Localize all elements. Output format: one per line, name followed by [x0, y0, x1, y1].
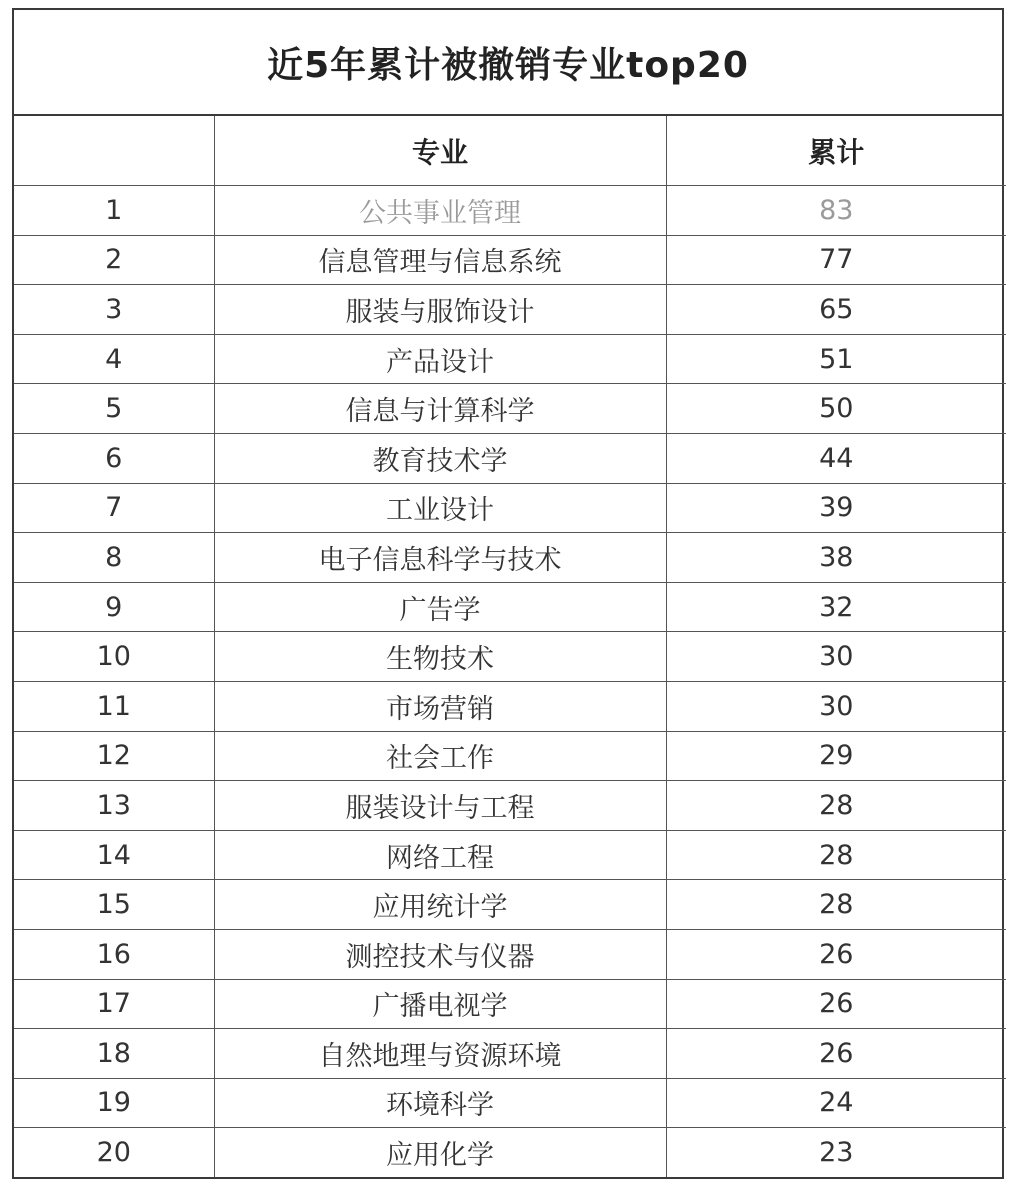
- major-cell: 产品设计: [214, 334, 666, 384]
- rank-cell: 9: [14, 582, 214, 632]
- total-cell: 65: [666, 285, 1006, 335]
- total-cell: 38: [666, 533, 1006, 583]
- rank-cell: 2: [14, 235, 214, 285]
- total-cell: 26: [666, 979, 1006, 1029]
- header-row: [14, 116, 1006, 186]
- rank-cell: 8: [14, 533, 214, 583]
- major-cell: 工业设计: [214, 483, 666, 533]
- major-cell: 应用统计学: [214, 880, 666, 930]
- rank-cell: 17: [14, 979, 214, 1029]
- rank-cell: 12: [14, 731, 214, 781]
- table-body: [14, 186, 1006, 1177]
- major-cell: 测控技术与仪器: [214, 929, 666, 979]
- rank-cell: 1: [14, 186, 214, 236]
- table-row: [14, 533, 1006, 583]
- table-row: [14, 1078, 1006, 1128]
- major-cell: 广播电视学: [214, 979, 666, 1029]
- major-cell: 服装设计与工程: [214, 781, 666, 831]
- rank-cell: 11: [14, 681, 214, 731]
- table-row: [14, 384, 1006, 434]
- rank-cell: 20: [14, 1128, 214, 1177]
- rank-cell: 6: [14, 433, 214, 483]
- table-row: [14, 681, 1006, 731]
- major-cell: 网络工程: [214, 830, 666, 880]
- rank-cell: 16: [14, 929, 214, 979]
- total-cell: 26: [666, 929, 1006, 979]
- table-row: [14, 1128, 1006, 1177]
- total-cell: 39: [666, 483, 1006, 533]
- table-row: [14, 979, 1006, 1029]
- total-cell: 83: [666, 186, 1006, 236]
- total-cell: 28: [666, 880, 1006, 930]
- table-row: [14, 285, 1006, 335]
- major-cell: 自然地理与资源环境: [214, 1029, 666, 1079]
- rank-cell: 19: [14, 1078, 214, 1128]
- rank-cell: 5: [14, 384, 214, 434]
- major-cell: 公共事业管理: [214, 186, 666, 236]
- total-cell: 51: [666, 334, 1006, 384]
- major-cell: 广告学: [214, 582, 666, 632]
- total-cell: 29: [666, 731, 1006, 781]
- major-cell: 市场营销: [214, 681, 666, 731]
- rank-cell: 4: [14, 334, 214, 384]
- total-cell: 24: [666, 1078, 1006, 1128]
- major-cell: 电子信息科学与技术: [214, 533, 666, 583]
- total-cell: 26: [666, 1029, 1006, 1079]
- data-table-sheet: [12, 8, 1004, 1179]
- major-cell: 教育技术学: [214, 433, 666, 483]
- major-cell: 应用化学: [214, 1128, 666, 1177]
- total-cell: 50: [666, 384, 1006, 434]
- revoked-majors-table: [14, 116, 1006, 1177]
- total-cell: 30: [666, 632, 1006, 682]
- total-cell: 77: [666, 235, 1006, 285]
- major-cell: 社会工作: [214, 731, 666, 781]
- major-cell: 信息与计算科学: [214, 384, 666, 434]
- total-cell: 32: [666, 582, 1006, 632]
- rank-cell: 18: [14, 1029, 214, 1079]
- table-row: [14, 731, 1006, 781]
- major-cell: 信息管理与信息系统: [214, 235, 666, 285]
- major-cell: 服装与服饰设计: [214, 285, 666, 335]
- table-row: [14, 880, 1006, 930]
- table-row: [14, 929, 1006, 979]
- table-row: [14, 781, 1006, 831]
- total-cell: 28: [666, 781, 1006, 831]
- header-total: 累计: [666, 116, 1006, 186]
- major-cell: 生物技术: [214, 632, 666, 682]
- table-row: [14, 334, 1006, 384]
- major-cell: 环境科学: [214, 1078, 666, 1128]
- total-cell: 44: [666, 433, 1006, 483]
- rank-cell: 10: [14, 632, 214, 682]
- table-title: 近5年累计被撤销专业top20: [14, 10, 1002, 116]
- header-rank: [14, 116, 214, 186]
- table-row: [14, 186, 1006, 236]
- rank-cell: 7: [14, 483, 214, 533]
- table-row: [14, 235, 1006, 285]
- header-major: 专业: [214, 116, 666, 186]
- table-row: [14, 632, 1006, 682]
- table-row: [14, 1029, 1006, 1079]
- table-row: [14, 433, 1006, 483]
- table-row: [14, 483, 1006, 533]
- table-row: [14, 830, 1006, 880]
- rank-cell: 14: [14, 830, 214, 880]
- total-cell: 23: [819, 1137, 854, 1169]
- total-cell: 30: [666, 681, 1006, 731]
- total-cell: 28: [666, 830, 1006, 880]
- rank-cell: 3: [14, 285, 214, 335]
- table-row: [14, 582, 1006, 632]
- rank-cell: 15: [14, 880, 214, 930]
- rank-cell: 13: [14, 781, 214, 831]
